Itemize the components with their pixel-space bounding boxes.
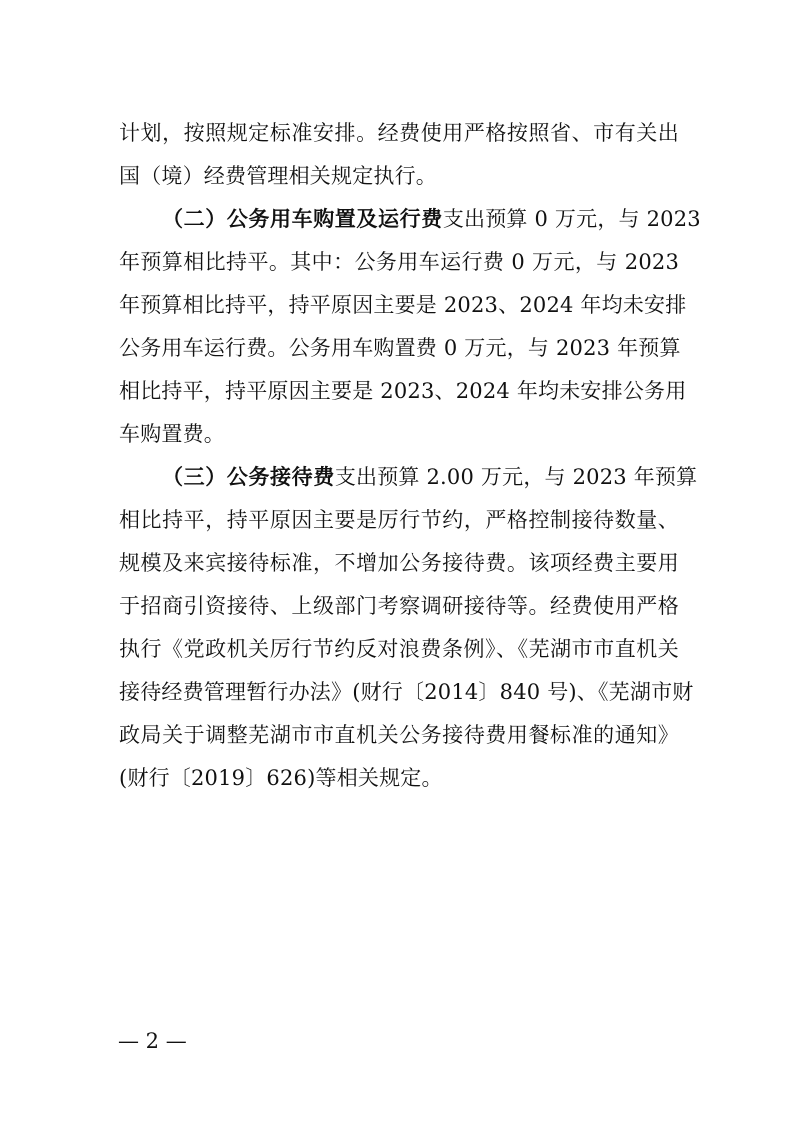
paragraph-3-line-3: 规模及来宾接待标准，不增加公务接待费。该项经费主要用	[119, 551, 679, 575]
paragraph-1-line-1: 计划，按照规定标准安排。经费使用严格按照省、市有关出	[119, 121, 679, 145]
paragraph-2-line-3: 年预算相比持平，持平原因主要是 2023、2024 年均未安排	[119, 293, 687, 317]
paragraph-2-line-1-text: 支出预算 0 万元，与 2023	[442, 207, 701, 231]
paragraph-3-line-7: 政局关于调整芜湖市市直机关公务接待费用餐标准的通知》	[119, 723, 679, 747]
paragraph-2-line-1	[162, 201, 701, 237]
paragraph-2-heading: （二）公务用车购置及运行费	[162, 207, 443, 231]
paragraph-2-line-4: 公务用车运行费。公务用车购置费 0 万元，与 2023 年预算	[119, 336, 681, 360]
page-number: — 2 —	[118, 1029, 187, 1053]
paragraph-3-line-4: 于招商引资接待、上级部门考察调研接待等。经费使用严格	[119, 594, 679, 618]
paragraph-1-line-2: 国（境）经费管理相关规定执行。	[119, 164, 437, 188]
paragraph-3-line-1-text: 支出预算 2.00 万元，与 2023 年预算	[334, 465, 698, 489]
paragraph-3-line-6: 接待经费管理暂行办法》(财行〔2014〕840 号)、《芜湖市财	[119, 680, 694, 704]
paragraph-3-line-1	[162, 459, 698, 495]
paragraph-3-line-2: 相比持平，持平原因主要是厉行节约，严格控制接待数量、	[119, 508, 679, 532]
paragraph-2-line-6: 车购置费。	[119, 422, 225, 446]
paragraph-3-line-8: (财行〔2019〕626)等相关规定。	[119, 766, 443, 790]
paragraph-3-line-5: 执行《党政机关厉行节约反对浪费条例》、《芜湖市市直机关	[119, 637, 679, 661]
paragraph-2-line-2: 年预算相比持平。其中：公务用车运行费 0 万元，与 2023	[119, 250, 679, 274]
paragraph-3-heading: （三）公务接待费	[162, 465, 335, 489]
paragraph-2-line-5: 相比持平，持平原因主要是 2023、2024 年均未安排公务用	[119, 379, 687, 403]
